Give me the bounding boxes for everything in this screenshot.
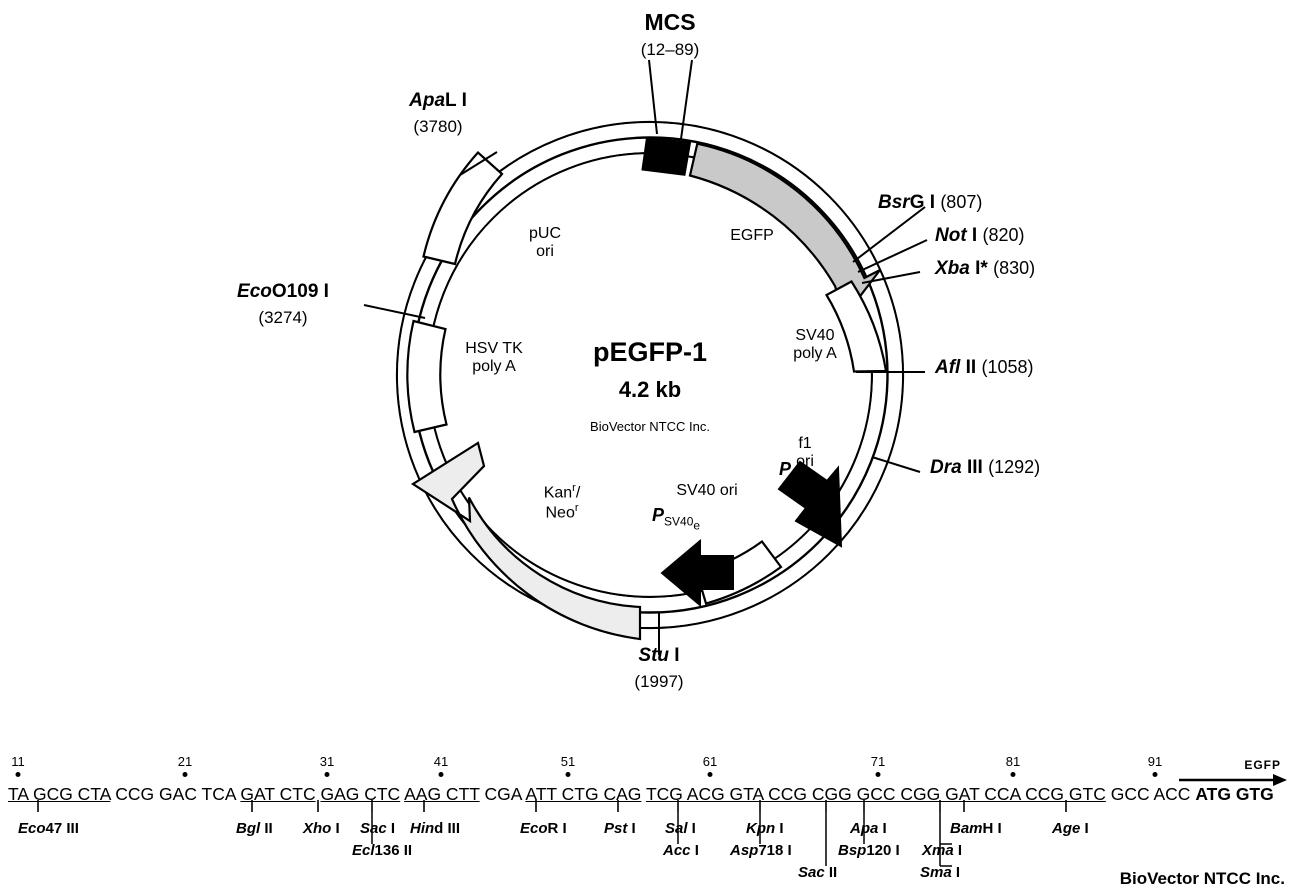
mcs-enzyme-hindiii: Hind III bbox=[410, 820, 461, 837]
mcs-enzyme-apai: Apa I bbox=[850, 820, 887, 837]
mcs-sequence-panel bbox=[0, 738, 1299, 893]
promoter-sv40e-label: $P_{SV40e}$ bbox=[652, 505, 701, 533]
tick-dot-91 bbox=[1153, 772, 1158, 777]
enzyme-apal: ApaL I bbox=[409, 90, 467, 111]
tick-dot-11 bbox=[16, 772, 21, 777]
feature-mcs-box bbox=[643, 60, 693, 175]
mcs-enzyme-smai: Sma I bbox=[920, 864, 961, 881]
tick-label-81: 81 bbox=[1005, 754, 1021, 769]
mcs-enzyme-sali: Sal I bbox=[665, 820, 696, 837]
tick-label-11: 11 bbox=[11, 754, 25, 769]
mcs-enzyme-ecori: EcoR I bbox=[520, 820, 567, 837]
mcs-range: (12–89) bbox=[640, 40, 700, 59]
tick-label-21: 21 bbox=[177, 754, 193, 769]
enzyme-draiii: Dra III (1292) bbox=[930, 457, 1041, 478]
tick-dot-81 bbox=[1011, 772, 1016, 777]
mcs-sequence: TA GCG CTA CCG GAC TCA GAT CTC GAG CTC AAG CTT CGA ATT CTG CAG TCG ACG GTA CCG CGG GCC CGG GAT CCA CCG GTC GCC ACC ATG GTG bbox=[8, 784, 1274, 804]
enzyme-stui-position: (1997) bbox=[634, 672, 684, 691]
tick-dot-31 bbox=[325, 772, 330, 777]
feature-label-kan-neo: Kan$^r$/ Neo$^r$ bbox=[543, 482, 581, 522]
tick-dot-71 bbox=[876, 772, 881, 777]
feature-label-egfp: EGFP bbox=[730, 227, 774, 244]
feature-label-f1-ori: f1 ori bbox=[796, 435, 814, 470]
plasmid-brand: BioVector NTCC Inc. bbox=[590, 419, 710, 434]
tick-label-61: 61 bbox=[702, 754, 718, 769]
mcs-enzyme-kpni: Kpn I bbox=[746, 820, 784, 837]
tick-label-71: 71 bbox=[870, 754, 886, 769]
tick-dot-21 bbox=[183, 772, 188, 777]
tick-dot-61 bbox=[708, 772, 713, 777]
plasmid-name: pEGFP-1 bbox=[592, 337, 708, 367]
mcs-enzyme-xmai: Xma I bbox=[922, 842, 963, 859]
feature-label-puc-ori: pUC ori bbox=[528, 225, 562, 260]
mcs-enzyme-eco47iii: Eco47 III bbox=[18, 820, 79, 837]
feature-hsvtk-polya-box bbox=[407, 321, 446, 432]
bottom-brand: BioVector NTCC Inc. bbox=[1119, 869, 1285, 888]
tick-dot-51 bbox=[566, 772, 571, 777]
enzyme-ecoo109-position: (3274) bbox=[258, 308, 308, 327]
enzyme-aflii: Afl II (1058) bbox=[935, 357, 1034, 378]
tick-label-51: 51 bbox=[560, 754, 576, 769]
mcs-enzyme-asp718i: Asp718 I bbox=[730, 842, 792, 859]
mcs-enzyme-bglii: Bgl II bbox=[236, 820, 273, 837]
promoter-f1-label: P bbox=[779, 459, 792, 479]
tick-dot-41 bbox=[439, 772, 444, 777]
mcs-enzyme-xhoi: Xho I bbox=[303, 820, 340, 837]
mcs-label: MCS bbox=[644, 9, 696, 35]
mcs-enzyme-acci: Acc I bbox=[663, 842, 699, 859]
tick-label-91: 91 bbox=[1147, 754, 1163, 769]
mcs-connector-lines bbox=[0, 812, 1299, 872]
mcs-enzyme-agei: Age I bbox=[1052, 820, 1089, 837]
mcs-enzyme-sacii: Sac II bbox=[798, 864, 838, 881]
tick-label-31: 31 bbox=[319, 754, 335, 769]
enzyme-apal-position: (3780) bbox=[413, 117, 463, 136]
plasmid-size: 4.2 kb bbox=[618, 377, 682, 402]
enzyme-ecoo109: EcoO109 I bbox=[237, 281, 329, 302]
mcs-enzyme-bsp120i: Bsp120 I bbox=[838, 842, 900, 859]
enzyme-stui: Stu I bbox=[638, 645, 680, 666]
feature-label-sv40-polya: SV40 poly A bbox=[793, 327, 837, 362]
mcs-enzyme-bamhi: BamH I bbox=[950, 820, 1002, 837]
tick-label-41: 41 bbox=[433, 754, 449, 769]
feature-kan-neo-arrow bbox=[413, 443, 640, 639]
mcs-enzyme-psti: Pst I bbox=[604, 820, 636, 837]
feature-label-sv40-ori: SV40 ori bbox=[676, 482, 738, 499]
enzyme-xbai: Xba I* (830) bbox=[935, 258, 1036, 279]
enzyme-noti: Not I (820) bbox=[935, 225, 1025, 246]
enzyme-bsrgi: BsrG I (807) bbox=[878, 192, 983, 213]
mcs-enzyme-ecl136ii: Ecl136 II bbox=[352, 842, 413, 859]
mcs-enzyme-saci: Sac I bbox=[360, 820, 396, 837]
feature-label-hsvtk-polya: HSV TK poly A bbox=[465, 340, 523, 375]
egfp-direction-label: EGFP bbox=[1244, 758, 1281, 772]
